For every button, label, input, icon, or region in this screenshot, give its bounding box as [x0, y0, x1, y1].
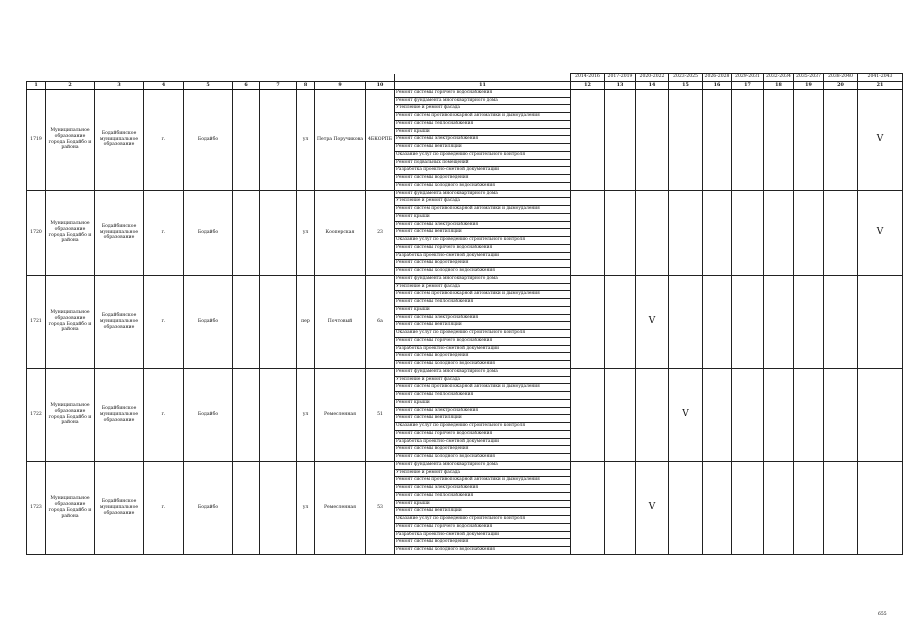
work-item: Ремонт систем противопожарной автоматики и дымоудаления [395, 477, 571, 485]
work-item: Ремонт крыши [395, 399, 571, 407]
record-street-type: ул [297, 89, 315, 190]
empty-cell [260, 275, 297, 368]
work-item: Разработка проектно-сметной документации [395, 531, 571, 539]
period-cell [571, 275, 605, 368]
empty-cell [233, 190, 260, 275]
period-cell [669, 89, 703, 190]
page-number: 655 [878, 612, 887, 617]
record-street: Ремесленная [315, 461, 366, 554]
work-item: Ремонт системы вентиляции [395, 415, 571, 423]
period-cell [605, 461, 636, 554]
record-status: Бодайбинское муниципальное образование [95, 275, 144, 368]
period-cell [732, 190, 764, 275]
column-number: 2 [46, 81, 95, 89]
work-item: Ремонт подвальных помещений [395, 159, 571, 167]
record-type: г. [144, 89, 184, 190]
header-spacer [260, 74, 297, 82]
empty-cell [233, 368, 260, 461]
period-cell [703, 190, 732, 275]
work-item: Ремонт системы электроснабжения [395, 485, 571, 493]
period-cell [669, 461, 703, 554]
empty-cell [260, 461, 297, 554]
period-cell [669, 275, 703, 368]
work-item: Ремонт крыши [395, 128, 571, 136]
period-cell [858, 461, 903, 554]
column-number: 9 [315, 81, 366, 89]
work-item: Ремонт систем противопожарной автоматики и дымоудаления [395, 384, 571, 392]
period-cell [605, 275, 636, 368]
header-spacer [46, 74, 95, 82]
work-item: Ремонт системы вентиляции [395, 322, 571, 330]
period-cell [669, 190, 703, 275]
work-item: Ремонт системы горячего водоснабжения [395, 244, 571, 252]
period-cell [824, 190, 858, 275]
period-cell [571, 89, 605, 190]
column-number: 4 [144, 81, 184, 89]
record-house: 23 [366, 190, 395, 275]
work-item: Ремонт системы холодного водоснабжения [395, 268, 571, 276]
work-item: Ремонт системы водоотведения [395, 175, 571, 183]
year-period-header: 2032-2034 [764, 74, 794, 82]
record-municipality: Муниципальное образование города Бодайбо и района [46, 461, 95, 554]
record-house: 51 [366, 368, 395, 461]
year-period-header: 2029-2031 [732, 74, 764, 82]
work-item: Утепление и ремонт фасада [395, 105, 571, 113]
period-mark: V [636, 275, 669, 368]
record-status: Бодайбинское муниципальное образование [95, 190, 144, 275]
year-period-header: 2026-2028 [703, 74, 732, 82]
period-mark: V [858, 89, 903, 190]
work-item: Утепление и ремонт фасада [395, 469, 571, 477]
work-item: Утепление и ремонт фасада [395, 283, 571, 291]
record-house: 53 [366, 461, 395, 554]
column-number: 7 [260, 81, 297, 89]
period-cell [858, 368, 903, 461]
work-item: Ремонт системы электроснабжения [395, 314, 571, 322]
period-cell [636, 368, 669, 461]
period-cell [858, 275, 903, 368]
empty-cell [260, 89, 297, 190]
column-number: 17 [732, 81, 764, 89]
period-cell [605, 368, 636, 461]
record-street-type: пер [297, 275, 315, 368]
header-spacer [233, 74, 260, 82]
record-city: Бодайбо [184, 275, 233, 368]
column-number: 1 [27, 81, 46, 89]
period-cell [764, 89, 794, 190]
period-cell [764, 275, 794, 368]
year-period-header: 2020-2022 [636, 74, 669, 82]
column-number: 16 [703, 81, 732, 89]
record-num: 1719 [27, 89, 46, 190]
record-city: Бодайбо [184, 368, 233, 461]
table-row [27, 461, 903, 469]
work-item: Ремонт системы теплоснабжения [395, 492, 571, 500]
work-item: Ремонт системы холодного водоснабжения [395, 547, 571, 555]
record-street: Ремесленная [315, 368, 366, 461]
work-item: Разработка проектно-сметной документации [395, 252, 571, 260]
work-item: Оказание услуг по проведению строительного контроля [395, 423, 571, 431]
period-mark: V [858, 190, 903, 275]
empty-cell [260, 190, 297, 275]
column-number: 8 [297, 81, 315, 89]
work-item: Ремонт систем противопожарной автоматики и дымоудаления [395, 206, 571, 214]
work-item: Оказание услуг по проведению строительного контроля [395, 330, 571, 338]
year-period-header: 2035-2037 [794, 74, 824, 82]
period-cell [605, 89, 636, 190]
work-item: Разработка проектно-сметной документации [395, 438, 571, 446]
period-cell [764, 368, 794, 461]
work-item: Ремонт крыши [395, 306, 571, 314]
work-item: Разработка проектно-сметной документации [395, 167, 571, 175]
record-status: Бодайбинское муниципальное образование [95, 89, 144, 190]
year-period-header: 2041-2043 [858, 74, 903, 82]
period-cell [605, 190, 636, 275]
period-cell [764, 461, 794, 554]
column-number: 14 [636, 81, 669, 89]
period-cell [571, 190, 605, 275]
record-num: 1722 [27, 368, 46, 461]
record-city: Бодайбо [184, 190, 233, 275]
record-type: г. [144, 368, 184, 461]
column-number: 18 [764, 81, 794, 89]
period-cell [794, 461, 824, 554]
table-row [27, 275, 903, 283]
period-cell [824, 275, 858, 368]
table-row [27, 190, 903, 198]
work-item: Оказание услуг по проведению строительного контроля [395, 516, 571, 524]
work-item: Ремонт фундамента многоквартирного дома [395, 97, 571, 105]
work-item: Ремонт системы горячего водоснабжения [395, 523, 571, 531]
period-cell [571, 368, 605, 461]
period-cell [764, 190, 794, 275]
work-item: Ремонт крыши [395, 500, 571, 508]
column-number: 20 [824, 81, 858, 89]
work-item: Ремонт системы горячего водоснабжения [395, 89, 571, 97]
period-cell [794, 89, 824, 190]
period-cell [636, 89, 669, 190]
work-item: Ремонт системы водоотведения [395, 260, 571, 268]
record-street-type: ул [297, 368, 315, 461]
column-number: 6 [233, 81, 260, 89]
work-item: Ремонт системы вентиляции [395, 229, 571, 237]
record-municipality: Муниципальное образование города Бодайбо и района [46, 89, 95, 190]
record-street: Почтовый [315, 275, 366, 368]
header-spacer [395, 74, 571, 82]
period-cell [703, 461, 732, 554]
record-municipality: Муниципальное образование города Бодайбо и района [46, 190, 95, 275]
work-item: Ремонт системы горячего водоснабжения [395, 337, 571, 345]
table-row [27, 89, 903, 97]
column-number: 10 [366, 81, 395, 89]
year-period-header: 2038-2040 [824, 74, 858, 82]
record-status: Бодайбинское муниципальное образование [95, 461, 144, 554]
empty-cell [233, 461, 260, 554]
work-item: Ремонт крыши [395, 213, 571, 221]
record-city: Бодайбо [184, 461, 233, 554]
header-spacer [144, 74, 184, 82]
record-type: г. [144, 461, 184, 554]
work-item: Ремонт системы теплоснабжения [395, 299, 571, 307]
record-type: г. [144, 190, 184, 275]
header-spacer [27, 74, 46, 82]
column-number: 13 [605, 81, 636, 89]
column-number: 12 [571, 81, 605, 89]
work-item: Ремонт фундамента многоквартирного дома [395, 368, 571, 376]
record-num: 1720 [27, 190, 46, 275]
record-street: Петра Поручикова [315, 89, 366, 190]
empty-cell [260, 368, 297, 461]
column-number: 5 [184, 81, 233, 89]
period-cell [824, 461, 858, 554]
year-period-header: 2014-2016 [571, 74, 605, 82]
record-type: г. [144, 275, 184, 368]
header-spacer [95, 74, 144, 82]
record-street: Кооперская [315, 190, 366, 275]
work-item: Ремонт системы холодного водоснабжения [395, 182, 571, 190]
work-item: Ремонт системы холодного водоснабжения [395, 454, 571, 462]
period-cell [824, 368, 858, 461]
empty-cell [233, 89, 260, 190]
period-cell [732, 368, 764, 461]
work-item: Ремонт системы холодного водоснабжения [395, 361, 571, 369]
record-municipality: Муниципальное образование города Бодайбо и района [46, 368, 95, 461]
work-item: Ремонт системы вентиляции [395, 144, 571, 152]
work-item: Ремонт системы водоотведения [395, 353, 571, 361]
work-item: Ремонт системы водоотведения [395, 539, 571, 547]
header-spacer [315, 74, 366, 82]
period-cell [794, 368, 824, 461]
work-item: Ремонт системы теплоснабжения [395, 120, 571, 128]
column-number: 21 [858, 81, 903, 89]
record-street-type: ул [297, 190, 315, 275]
work-item: Ремонт фундамента многоквартирного дома [395, 275, 571, 283]
period-cell [703, 89, 732, 190]
table-body [27, 74, 903, 555]
column-number-row [27, 81, 903, 89]
work-item: Ремонт системы водоотведения [395, 446, 571, 454]
period-cell [824, 89, 858, 190]
record-city: Бодайбо [184, 89, 233, 190]
empty-cell [233, 275, 260, 368]
column-number: 15 [669, 81, 703, 89]
year-period-header: 2023-2025 [669, 74, 703, 82]
column-number: 19 [794, 81, 824, 89]
period-mark: V [636, 461, 669, 554]
year-period-header: 2017-2019 [605, 74, 636, 82]
record-house: 4БКОРПБ [366, 89, 395, 190]
period-cell [703, 275, 732, 368]
record-street-type: ул [297, 461, 315, 554]
period-cell [732, 461, 764, 554]
column-number: 11 [395, 81, 571, 89]
period-mark: V [669, 368, 703, 461]
period-cell [732, 89, 764, 190]
work-item: Утепление и ремонт фасада [395, 376, 571, 384]
period-cell [794, 190, 824, 275]
work-item: Разработка проектно-сметной документации [395, 345, 571, 353]
work-item: Ремонт систем противопожарной автоматики и дымоудаления [395, 291, 571, 299]
record-num: 1723 [27, 461, 46, 554]
record-status: Бодайбинское муниципальное образование [95, 368, 144, 461]
work-item: Ремонт системы электроснабжения [395, 407, 571, 415]
record-num: 1721 [27, 275, 46, 368]
work-item: Утепление и ремонт фасада [395, 198, 571, 206]
record-house: 6а [366, 275, 395, 368]
period-cell [636, 190, 669, 275]
work-item: Оказание услуг по проведению строительного контроля [395, 237, 571, 245]
work-item: Ремонт системы горячего водоснабжения [395, 430, 571, 438]
column-number: 3 [95, 81, 144, 89]
work-item: Ремонт системы вентиляции [395, 508, 571, 516]
header-spacer [184, 74, 233, 82]
work-item: Ремонт фундамента многоквартирного дома [395, 190, 571, 198]
work-item: Ремонт фундамента многоквартирного дома [395, 461, 571, 469]
work-item: Ремонт системы электроснабжения [395, 136, 571, 144]
period-cell [794, 275, 824, 368]
year-period-row [27, 74, 903, 82]
table-row [27, 368, 903, 376]
work-item: Оказание услуг по проведению строительного контроля [395, 151, 571, 159]
capital-repair-table [26, 73, 903, 555]
header-spacer [297, 74, 315, 82]
period-cell [571, 461, 605, 554]
period-cell [732, 275, 764, 368]
work-item: Ремонт систем противопожарной автоматики и дымоудаления [395, 113, 571, 121]
record-municipality: Муниципальное образование города Бодайбо и района [46, 275, 95, 368]
work-item: Ремонт системы теплоснабжения [395, 392, 571, 400]
header-spacer [366, 74, 395, 82]
period-cell [703, 368, 732, 461]
work-item: Ремонт системы электроснабжения [395, 221, 571, 229]
